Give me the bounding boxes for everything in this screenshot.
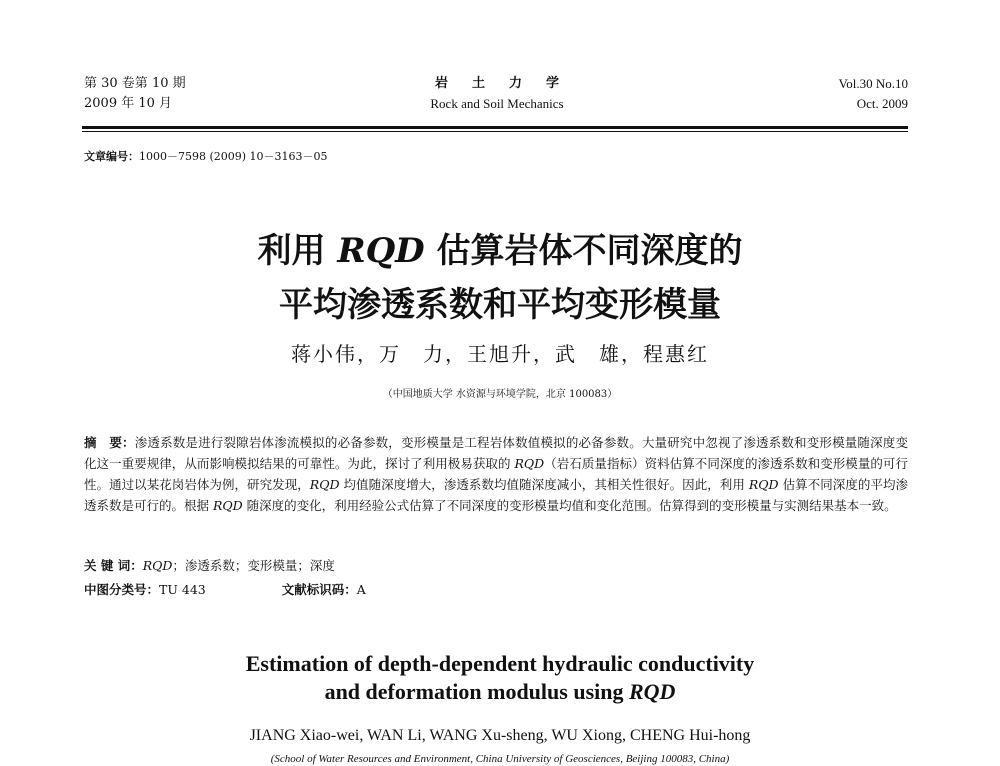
header-journal-block: [392, 74, 602, 114]
title-en-rqd: RQD: [628, 679, 676, 704]
header-volume-block: [839, 74, 908, 114]
abstract-text-2: （岩石质量指标）资料估算不同深度的渗透系数和变形模量的可行性。通过以某花岗岩体为例，研究发现，: [84, 456, 908, 492]
abstract-text-3: 均值随深度增大，渗透系数均值随深度减小，其相关性很好。因此，利用: [339, 477, 749, 492]
keywords-rest: ；渗透系数；变形模量；深度: [172, 558, 335, 573]
abstract-text-5: 随深度的变化，利用经验公式估算了不同深度的变形模量均值和变化范围。估算得到的变形模量与实测结果基本一致。: [242, 498, 897, 513]
title-cn-line1: [0, 224, 1000, 278]
abstract-rqd-2: RQD: [309, 477, 340, 492]
authors-cn: 蒋小伟，万 力，王旭升，武 雄，程惠红: [291, 342, 709, 366]
classification: [84, 581, 366, 599]
header-rule-thin: [82, 131, 908, 132]
abstract-rqd-1: RQD: [514, 456, 545, 471]
date-en: Oct. 2009: [856, 96, 908, 111]
issue-cn: 第 30 卷第 10 期: [84, 76, 186, 91]
header-issue-block: [84, 74, 186, 114]
affiliation-en: (School of Water Resources and Environment, China University of Geosciences, Beijing 100083, China): [270, 753, 730, 765]
header-rule-thick: [82, 126, 908, 129]
title-en-line2-prefix: and deformation modulus using: [324, 679, 629, 704]
title-en-line1: Estimation of depth-dependent hydraulic conductivity: [245, 651, 755, 676]
affiliation-cn: （中国地质大学 水资源与环境学院，北京 100083）: [382, 389, 618, 400]
date-cn: 2009 年 10 月: [84, 96, 173, 111]
abstract-rqd-4: RQD: [212, 498, 243, 513]
title-cn: [0, 224, 1000, 332]
article-number-value: 1000－7598 (2009) 10－3163－05: [139, 150, 328, 163]
article-number: [84, 150, 328, 164]
title-cn-rqd: RQD: [337, 231, 425, 271]
title-cn-suffix: 估算岩体不同深度的: [424, 231, 743, 271]
title-en: [0, 650, 1000, 706]
volume-en: Vol.30 No.10: [838, 76, 908, 91]
document-code-label: 文献标识码：: [281, 582, 357, 597]
abstract-label: 摘 要：: [84, 435, 135, 450]
keywords-rqd: RQD: [142, 558, 173, 573]
abstract-text-4: 估算不同深度的平均渗透系数是可行的。根据: [84, 477, 908, 513]
keywords: [84, 557, 335, 575]
article-number-label: 文章编号：: [84, 150, 139, 163]
title-en-line2: [0, 678, 1000, 706]
keywords-label: 关 键 词：: [84, 558, 143, 573]
title-cn-line2: 平均渗透系数和平均变形模量: [279, 285, 721, 325]
abstract-text-1: 渗透系数是进行裂隙岩体渗流模拟的必备参数，变形模量是工程岩体数值模拟的必备参数。大量研究中忽视了渗透系数和变形模量随深度变化这一重要规律，从而影响模拟结果的可靠性。为此，探讨了利用极易获取的: [84, 435, 908, 471]
authors-en: JIANG Xiao-wei, WAN Li, WANG Xu-sheng, WU Xiong, CHENG Hui-hong: [249, 727, 751, 744]
document-code-value: A: [356, 582, 366, 597]
abstract-rqd-3: RQD: [748, 477, 779, 492]
journal-name-en: Rock and Soil Mechanics: [430, 96, 564, 111]
title-cn-prefix: 利用: [257, 231, 338, 271]
classification-value: TU 443: [159, 582, 206, 597]
abstract-cn: [84, 432, 908, 516]
classification-label: 中图分类号：: [84, 582, 160, 597]
journal-name-cn: 岩土力学: [434, 76, 583, 91]
